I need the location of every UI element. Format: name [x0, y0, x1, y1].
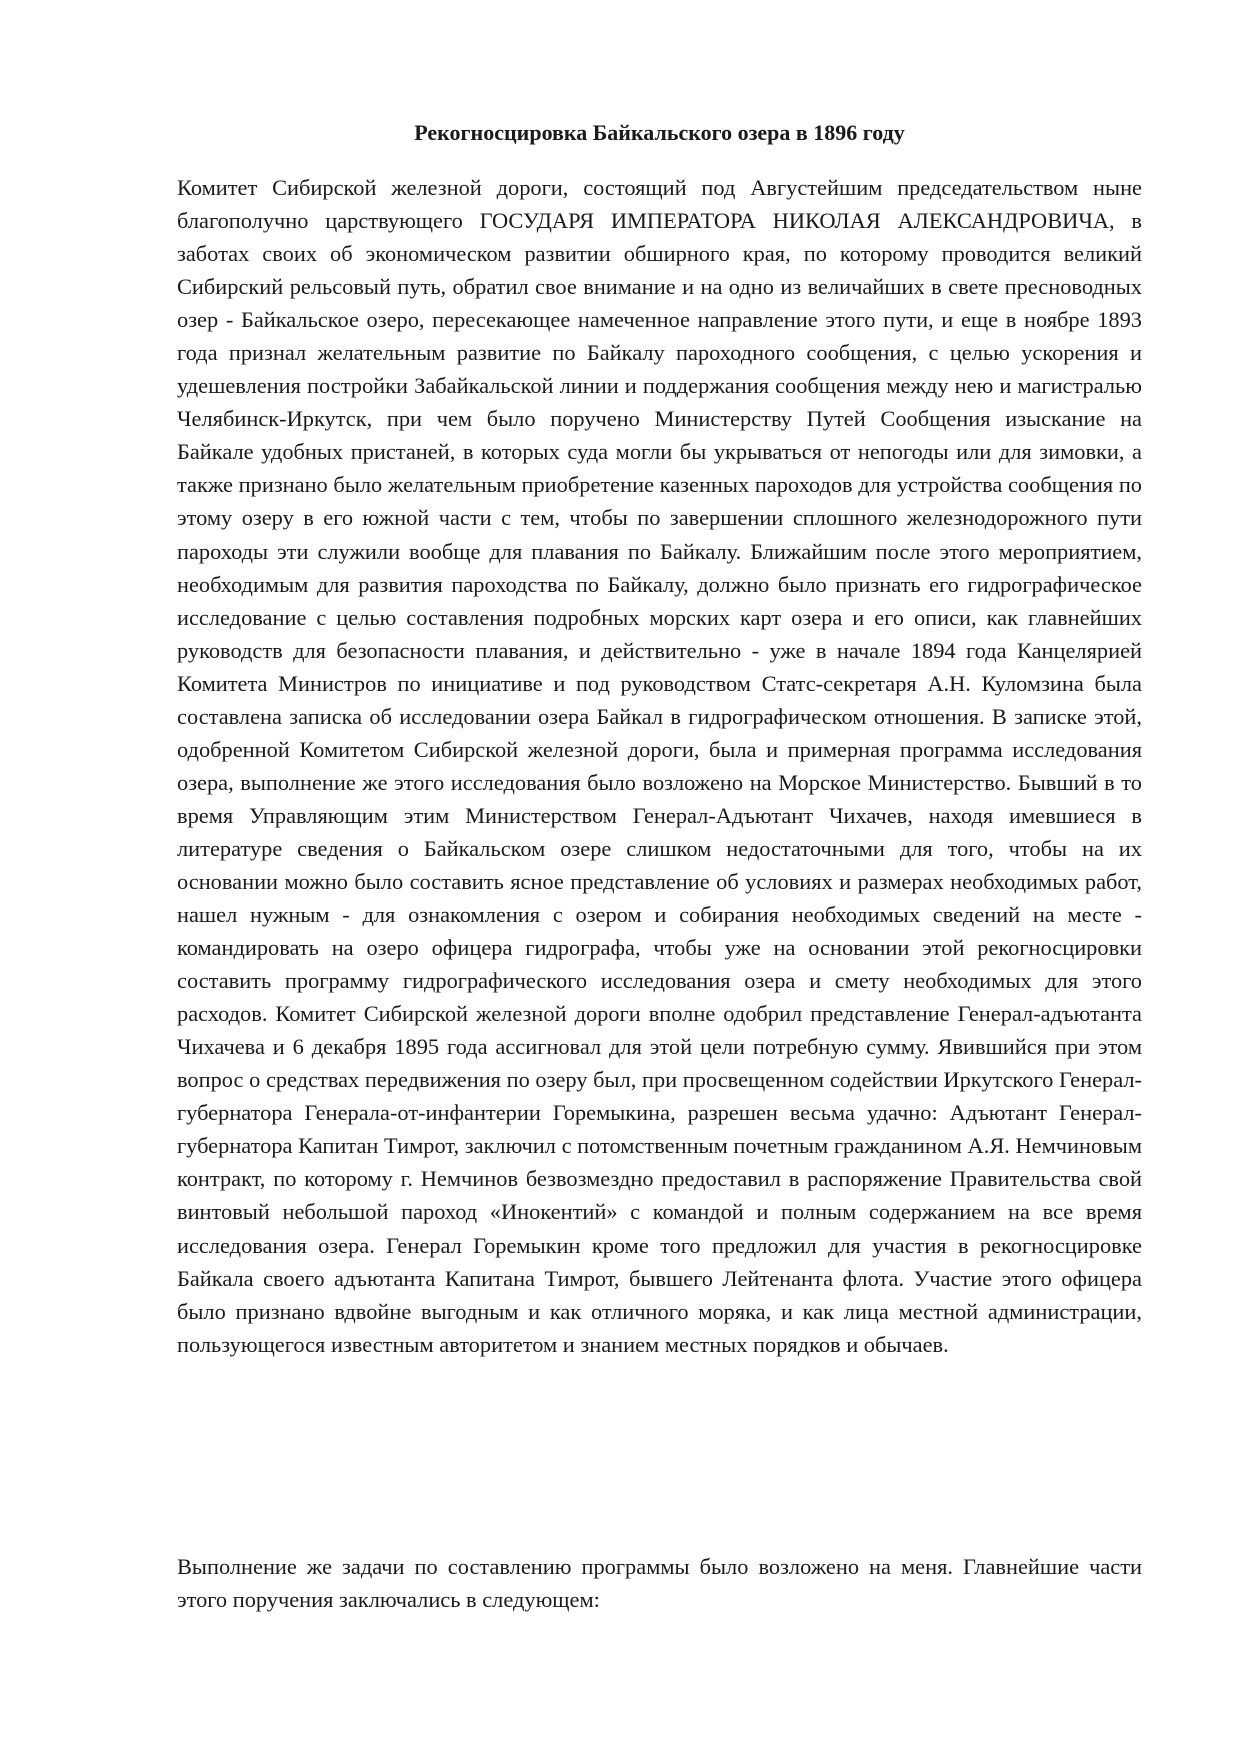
document-title: Рекогносцировка Байкальского озера в 1896 году: [414, 120, 905, 145]
paragraph-2: Выполнение же задачи по составлению программы было возложено на меня. Главнейшие части этого поручения заключались в следующем:: [177, 1554, 1142, 1613]
paragraph-1: Комитет Сибирской железной дороги, состоящий под Августейшим председательством ныне благополучно царствующего ГОСУДАРЯ ИМПЕРАТОРА НИКОЛАЯ АЛЕКСАНДРОВИЧА, в заботах своих об экономическом развитии обширного края, по которому проводится великий Сибирский рельсовый путь, обратил свое внимание и на одно из величайших в свете пресноводных озер - Байкальское озеро, пересекающее намеченное направление этого пути, и еще в ноябре 1893 года признал желательным развитие по Байкалу пароходного сообщения, с целью ускорения и удешевления постройки Забайкальской линии и поддержания сообщения между нею и магистралью Челябинск-Иркутск, при чем было поручено Министерству Путей Сообщения изыскание на Байкале удобных пристаней, в которых суда могли бы укрываться от непогоды или для зимовки, а также признано было желательным приобретение казенных пароходов для устройства сообщения по этому озеру в его южной части с тем, чтобы по завершении сплошного железнодорожного пути пароходы эти служили вообще для плавания по Байкалу. Ближайшим после этого мероприятием, необходимым для развития пароходства по Байкалу, должно было признать его гидрографическое исследование с целью составления подробных морских карт озера и его описи, как главнейших руководств для безопасности плавания, и действительно - уже в начале 1894 года Канцелярией Комитета Министров по инициативе и под руководством Статс-секретаря А.Н. Куломзина была составлена записка об исследовании озера Байкал в гидрографическом отношения. В записке этой, одобренной Комитетом Сибирской железной дороги, была и примерная программа исследования озера, выполнение же этого исследования было возложено на Морское Министерство. Бывший в то время Управляющим этим Министерством Генерал-Адъютант Чихачев, находя имевшиеся в литературе сведения о Байкальском озере слишком недостаточными для того, чтобы на их основании можно было составить ясное представление об условиях и размерах необходимых работ, нашел нужным - для ознакомления с озером и собирания необходимых сведений на месте - командировать на озеро офицера гидрографа, чтобы уже на основании этой рекогносцировки составить программу гидрографического исследования озера и смету необходимых для этого расходов. Комитет Сибирской железной дороги вполне одобрил представление Генерал-адъютанта Чихачева и 6 декабря 1895 года ассигновал для этой цели потребную сумму. Явившийся при этом вопрос о средствах передвижения по озеру был, при просвещенном содействии Иркутского Генерал-губернатора Генерала-от-инфантерии Горемыкина, разрешен весьма удачно: Адъютант Генерал-губернатора Капитан Тимрот, заключил с потомственным почетным гражданином А.Я. Немчиновым контракт, по которому г. Немчинов безвозмездно предоставил в распоряжение Правительства свой винтовый небольшой пароход «Инокентий» с командой и полным содержанием на все время исследования озера. Генерал Горемыкин кроме того предложил для участия в рекогносцировке Байкала своего адъютанта Капитана Тимрот, бывшего Лейтенанта флота. Участие этого офицера было признано вдвойне выгодным и как отличного моряка, и как лица местной администрации, пользующегося известным авторитетом и знанием местных порядков и обычаев.: [177, 175, 1142, 1357]
